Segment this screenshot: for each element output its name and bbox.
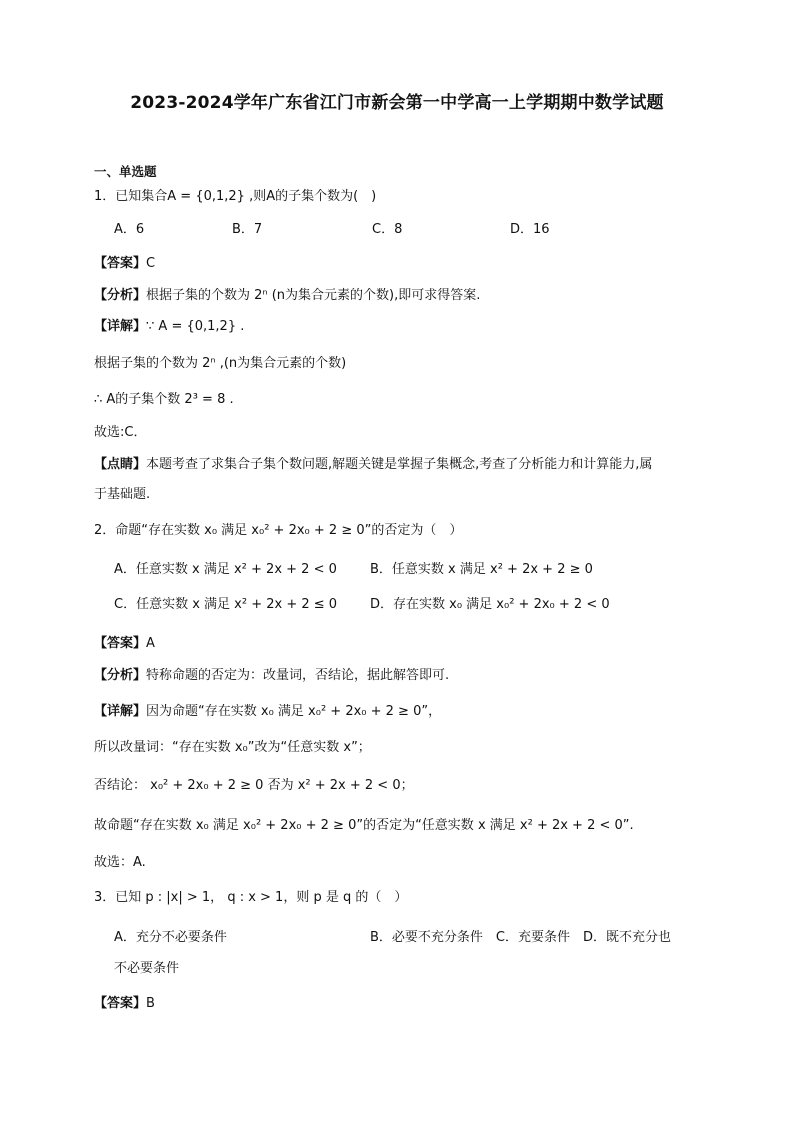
- section-heading: 一、单选题: [94, 164, 157, 179]
- q1-option-b: B．7: [232, 222, 263, 237]
- label-tag: 【分析】: [94, 668, 147, 683]
- label-tag: 【答案】: [94, 636, 147, 651]
- q2-conclusion: 故选：A.: [94, 855, 146, 870]
- label-tag: 【详解】: [94, 319, 147, 334]
- label-tag: 【点睛】: [94, 457, 147, 472]
- question-2-stem: 2．命题“存在实数 x₀ 满足 x₀² + 2x₀ + 2 ≥ 0”的否定为（ ）: [94, 523, 463, 538]
- q1-comment-line-2: 于基础题.: [94, 487, 151, 502]
- q3-option-a: A．充分不必要条件: [114, 930, 227, 945]
- q2-option-d: D．存在实数 x₀ 满足 x₀² + 2x₀ + 2 < 0: [370, 597, 610, 612]
- label-tag: 【答案】: [94, 996, 147, 1011]
- q1-option-a: A．6: [114, 222, 145, 237]
- page-title: 2023-2024学年广东省江门市新会第一中学高一上学期期中数学试题: [130, 93, 664, 113]
- q1-detail-line-1: 根据子集的个数为 2ⁿ ,(n为集合元素的个数): [94, 356, 347, 371]
- q2-detail-line-2: 否结论： x₀² + 2x₀ + 2 ≥ 0 否为 x² + 2x + 2 < 0；: [94, 778, 414, 793]
- q1-conclusion: 故选:C．: [94, 425, 147, 440]
- q2-detail: 【详解】因为命题“存在实数 x₀ 满足 x₀² + 2x₀ + 2 ≥ 0”，: [94, 704, 442, 719]
- q1-answer: 【答案】C: [94, 256, 156, 271]
- label-tag: 【答案】: [94, 256, 147, 271]
- q2-detail-line-3: 故命题“存在实数 x₀ 满足 x₀² + 2x₀ + 2 ≥ 0”的否定为“任意实数 x 满足 x² + 2x + 2 < 0”.: [94, 818, 634, 833]
- q2-option-c: C．任意实数 x 满足 x² + 2x + 2 ≤ 0: [114, 597, 338, 612]
- label-tag: 【详解】: [94, 704, 147, 719]
- question-1-stem: 1．已知集合A = {0,1,2} ,则A的子集个数为( ): [94, 189, 377, 204]
- q3-answer: 【答案】B: [94, 996, 155, 1011]
- q1-detail: 【详解】∵ A = {0,1,2} .: [94, 319, 245, 334]
- q2-analysis: 【分析】特称命题的否定为：改量词，否结论，据此解答即可.: [94, 668, 450, 683]
- q2-answer: 【答案】A: [94, 636, 155, 651]
- q1-detail-line-2: ∴ A的子集个数 2³ = 8 .: [94, 392, 234, 407]
- q1-option-c: C．8: [372, 222, 403, 237]
- q2-option-a: A．任意实数 x 满足 x² + 2x + 2 < 0: [114, 562, 337, 577]
- q3-option-d-cont: 不必要条件: [114, 961, 180, 976]
- q2-detail-line-1: 所以改量词：“存在实数 x₀”改为“任意实数 x”；: [94, 740, 371, 755]
- q1-analysis: 【分析】根据子集的个数为 2ⁿ (n为集合元素的个数),即可求得答案.: [94, 288, 481, 303]
- label-tag: 【分析】: [94, 288, 147, 303]
- question-3-stem: 3．已知 p : |x| > 1， q : x > 1，则 p 是 q 的（ ）: [94, 890, 408, 905]
- q1-comment-line-1: 【点睛】本题考查了求集合子集个数问题,解题关键是掌握子集概念,考查了分析能力和计算能力,属: [94, 457, 653, 472]
- q1-option-d: D．16: [510, 222, 550, 237]
- q3-options-bcd: B．必要不充分条件 C．充要条件 D．既不充分也: [370, 930, 672, 945]
- q2-option-b: B．任意实数 x 满足 x² + 2x + 2 ≥ 0: [370, 562, 593, 577]
